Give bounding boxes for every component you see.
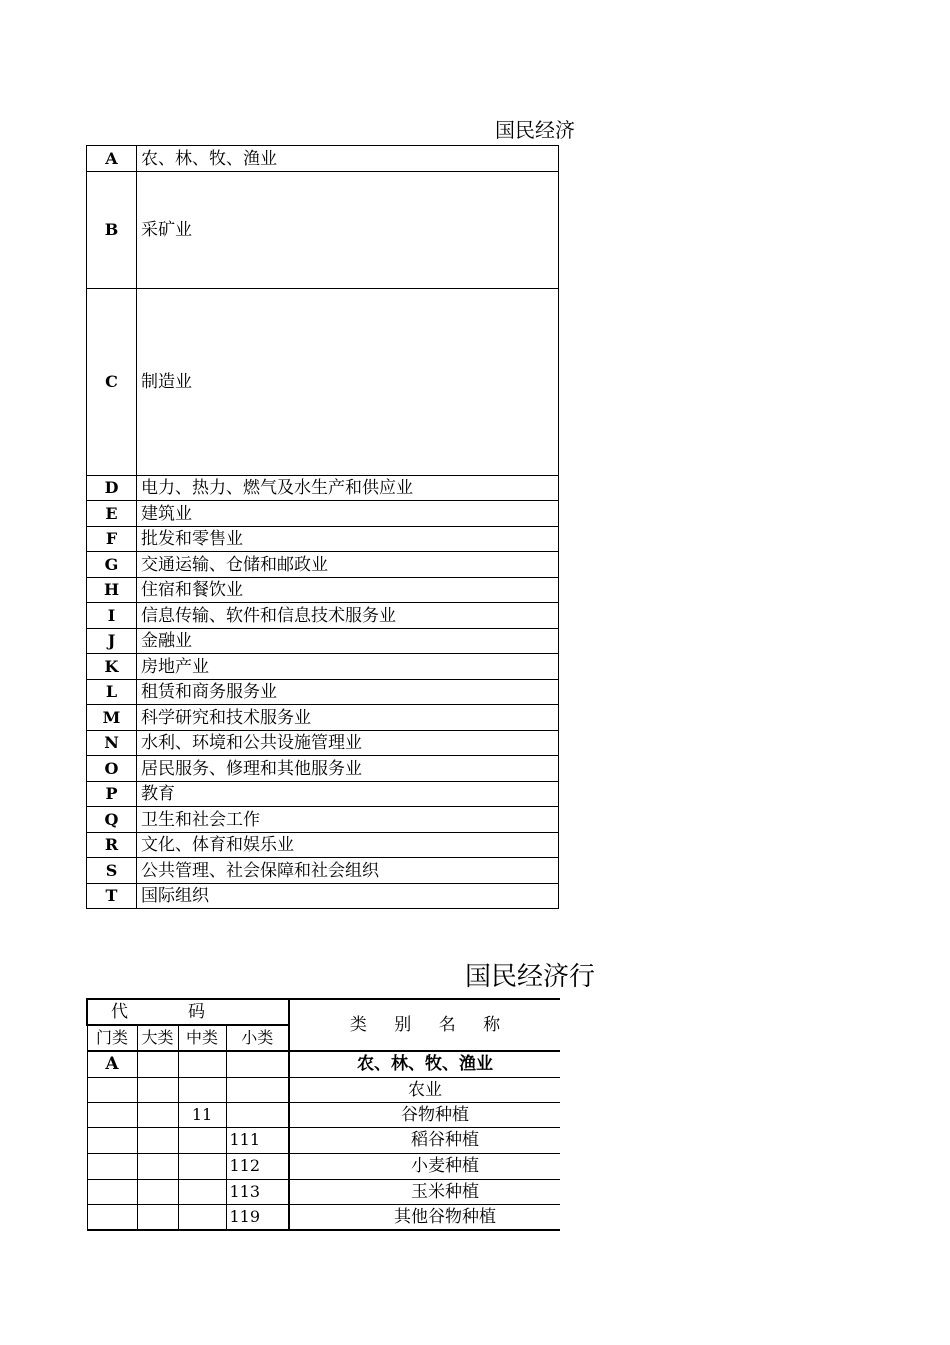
- cell-zhong: [178, 1077, 226, 1102]
- header-row: [87, 999, 560, 1025]
- section-code: D: [87, 476, 137, 501]
- cell-name: 谷物种植: [289, 1102, 560, 1127]
- cell-xiao: 111: [226, 1127, 289, 1153]
- cell-name: 其他谷物种植: [289, 1204, 560, 1230]
- section-name: 采矿业: [137, 172, 559, 289]
- section-code: H: [87, 578, 137, 603]
- table-row: [87, 782, 559, 807]
- page-title: 国民经济行: [465, 962, 596, 992]
- cell-da: [137, 1204, 178, 1230]
- table-row: [87, 552, 559, 578]
- cell-xiao: [226, 1077, 289, 1102]
- section-code: S: [87, 858, 137, 884]
- table-row: [87, 603, 559, 629]
- cell-xiao: 113: [226, 1179, 289, 1204]
- section-code: A: [87, 146, 137, 172]
- cell-da: [137, 1179, 178, 1204]
- section-code: J: [87, 629, 137, 654]
- cell-da: [137, 1153, 178, 1179]
- section-name: 文化、体育和娱乐业: [137, 833, 559, 858]
- section-name: 教育: [137, 782, 559, 807]
- table-row: [87, 1153, 560, 1179]
- table-row: [87, 680, 559, 705]
- cell-men: A: [87, 1051, 137, 1077]
- cell-men: [87, 1102, 137, 1127]
- table-row: [87, 501, 559, 527]
- cell-zhong: [178, 1153, 226, 1179]
- section-name: 租赁和商务服务业: [137, 680, 559, 705]
- page-title-partial: 国民经济: [495, 118, 575, 142]
- section-name: 金融业: [137, 629, 559, 654]
- section-name: 信息传输、软件和信息技术服务业: [137, 603, 559, 629]
- cell-da: [137, 1077, 178, 1102]
- cell-name: 玉米种植: [289, 1179, 560, 1204]
- subheader-dalei: 大类: [137, 1025, 178, 1051]
- section-name: 农、林、牧、渔业: [137, 146, 559, 172]
- table-row: [87, 884, 559, 909]
- section-code: F: [87, 527, 137, 552]
- table-row: [87, 629, 559, 654]
- section-name: 交通运输、仓储和邮政业: [137, 552, 559, 578]
- section-code: K: [87, 654, 137, 680]
- table-row: [87, 858, 559, 884]
- section-code: O: [87, 756, 137, 782]
- section-name: 批发和零售业: [137, 527, 559, 552]
- table-row: [87, 146, 559, 172]
- cell-name: 小麦种植: [289, 1153, 560, 1179]
- section-name: 建筑业: [137, 501, 559, 527]
- section-name: 科学研究和技术服务业: [137, 705, 559, 731]
- section-code: E: [87, 501, 137, 527]
- cell-da: [137, 1051, 178, 1077]
- table-row: [87, 654, 559, 680]
- table-row: [87, 833, 559, 858]
- section-code: L: [87, 680, 137, 705]
- table-row: [87, 705, 559, 731]
- cell-xiao: [226, 1051, 289, 1077]
- table-row: [87, 1204, 560, 1230]
- cell-xiao: [226, 1102, 289, 1127]
- table-row: [87, 1051, 560, 1077]
- cell-da: [137, 1102, 178, 1127]
- cell-name: 农业: [289, 1077, 560, 1102]
- section-name: 公共管理、社会保障和社会组织: [137, 858, 559, 884]
- section-name: 卫生和社会工作: [137, 807, 559, 833]
- cell-da: [137, 1127, 178, 1153]
- table-row: [87, 807, 559, 833]
- cell-men: [87, 1204, 137, 1230]
- table-row: [87, 172, 559, 289]
- cell-zhong: [178, 1051, 226, 1077]
- section-name: 住宿和餐饮业: [137, 578, 559, 603]
- section-code: T: [87, 884, 137, 909]
- cell-men: [87, 1077, 137, 1102]
- subheader-zhonglei: 中类: [178, 1025, 226, 1051]
- table-row: [87, 731, 559, 756]
- section-code: B: [87, 172, 137, 289]
- table-row: [87, 1102, 560, 1127]
- cell-zhong: [178, 1179, 226, 1204]
- section-name: 水利、环境和公共设施管理业: [137, 731, 559, 756]
- table-row: [87, 756, 559, 782]
- table-row: [87, 1127, 560, 1153]
- section-name: 房地产业: [137, 654, 559, 680]
- cell-xiao: 119: [226, 1204, 289, 1230]
- table-row: [87, 289, 559, 476]
- cell-zhong: [178, 1204, 226, 1230]
- cell-name: 农、林、牧、渔业: [289, 1051, 560, 1077]
- cell-men: [87, 1179, 137, 1204]
- section-code: G: [87, 552, 137, 578]
- cell-zhong: 11: [178, 1102, 226, 1127]
- section-code: Q: [87, 807, 137, 833]
- section-code: M: [87, 705, 137, 731]
- section-code: N: [87, 731, 137, 756]
- table-row: [87, 578, 559, 603]
- header-name: 类 别 名 称: [289, 999, 560, 1051]
- section-name: 制造业: [137, 289, 559, 476]
- sections-table: [86, 145, 559, 909]
- subheader-menlei: 门类: [87, 1025, 137, 1051]
- section-name: 电力、热力、燃气及水生产和供应业: [137, 476, 559, 501]
- section-code: I: [87, 603, 137, 629]
- cell-xiao: 112: [226, 1153, 289, 1179]
- table-row: [87, 527, 559, 552]
- section-code: C: [87, 289, 137, 476]
- detail-table: [86, 998, 560, 1231]
- section-code: R: [87, 833, 137, 858]
- section-name: 国际组织: [137, 884, 559, 909]
- table-row: [87, 1077, 560, 1102]
- cell-men: [87, 1127, 137, 1153]
- cell-name: 稻谷种植: [289, 1127, 560, 1153]
- cell-men: [87, 1153, 137, 1179]
- subheader-xiaolei: 小类: [226, 1025, 289, 1051]
- cell-zhong: [178, 1127, 226, 1153]
- table-row: [87, 476, 559, 501]
- section-name: 居民服务、修理和其他服务业: [137, 756, 559, 782]
- header-code: 代码: [87, 999, 289, 1025]
- section-code: P: [87, 782, 137, 807]
- table-row: [87, 1179, 560, 1204]
